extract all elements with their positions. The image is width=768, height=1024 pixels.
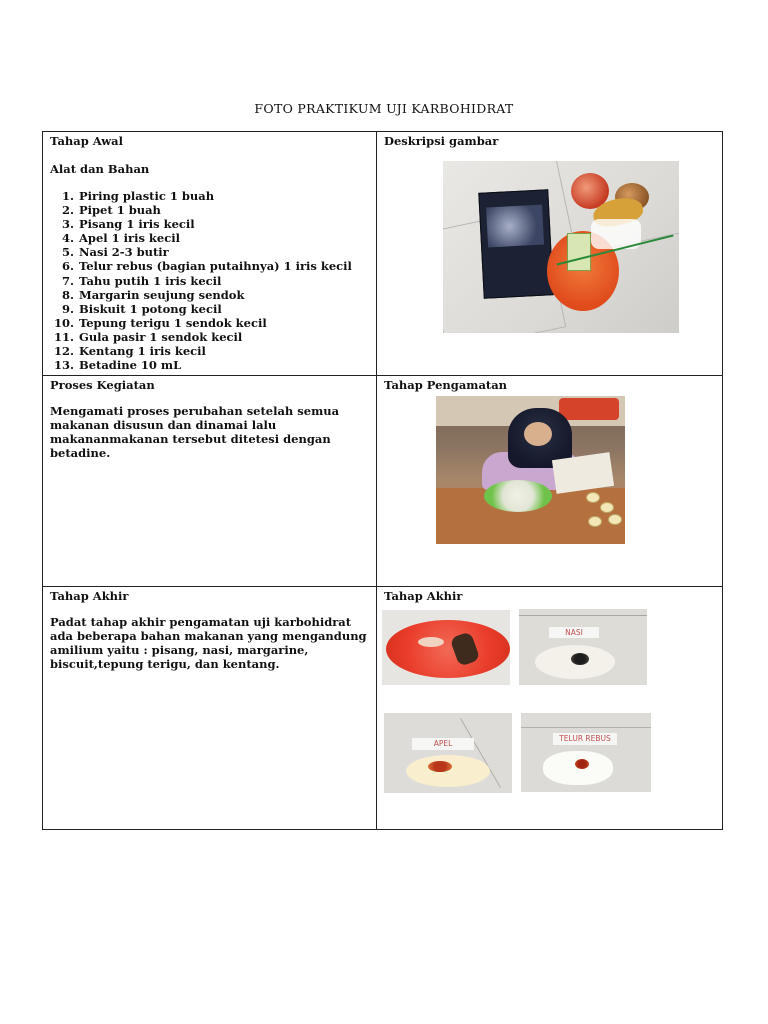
photo-label: APEL bbox=[412, 738, 474, 750]
cell-heading: Tahap Pengamatan bbox=[384, 378, 508, 392]
process-description: Mengamati proses perubahan setelah semua makanan disusun dan dinamai lalu makananmakanan tersebut ditetesi dengan betadine. bbox=[50, 404, 340, 460]
table-row bbox=[43, 376, 723, 587]
list-item: 12. Kentang 1 iris kecil bbox=[53, 344, 206, 359]
conclusion-text: Padat tahap akhir pengamatan uji karbohidrat ada beberapa bahan makanan yang mengandung amilium yaitu : pisang, nasi, margarine, biscuit,tepung terigu, dan kentang. bbox=[50, 615, 367, 671]
cell-heading: Tahap Awal bbox=[50, 134, 123, 148]
list-item: 1. Piring plastic 1 buah bbox=[61, 189, 215, 203]
cell-tahap-akhir-photos bbox=[377, 587, 723, 830]
materials-photo bbox=[443, 161, 679, 333]
result-photo-rice bbox=[519, 609, 647, 685]
list-item: 7. Tahu putih 1 iris kecil bbox=[61, 273, 222, 288]
cell-heading: Deskripsi gambar bbox=[384, 134, 499, 148]
materials-subheading: Alat dan Bahan bbox=[50, 162, 150, 176]
list-item: 4. Apel 1 iris kecil bbox=[61, 231, 180, 246]
list-item: 6. Telur rebus (bagian putaihnya) 1 iris kecil bbox=[61, 259, 352, 274]
cell-deskripsi-gambar bbox=[377, 132, 723, 376]
cell-proses-kegiatan bbox=[43, 376, 377, 587]
cell-tahap-akhir-text bbox=[43, 587, 377, 830]
document-title: FOTO PRAKTIKUM UJI KARBOHIDRAT bbox=[254, 101, 514, 116]
list-item: 13. Betadine 10 mL bbox=[53, 358, 182, 373]
cell-tahap-awal bbox=[43, 132, 377, 376]
list-item: 9. Biskuit 1 potong kecil bbox=[61, 301, 222, 316]
list-item: 2. Pipet 1 buah bbox=[61, 203, 161, 218]
materials-list bbox=[50, 189, 352, 372]
cell-heading: Proses Kegiatan bbox=[50, 378, 155, 392]
photo-label: NASI bbox=[549, 627, 599, 638]
practicum-table bbox=[42, 131, 723, 830]
list-item: 11. Gula pasir 1 sendok kecil bbox=[53, 329, 243, 344]
cell-tahap-pengamatan bbox=[377, 376, 723, 587]
cell-heading: Tahap Akhir bbox=[384, 589, 463, 603]
observation-photo bbox=[436, 396, 625, 544]
list-item: 10. Tepung terigu 1 sendok kecil bbox=[53, 315, 267, 330]
list-item: 8. Margarin seujung sendok bbox=[61, 287, 245, 302]
table-row bbox=[43, 587, 723, 830]
table-row bbox=[43, 132, 723, 376]
photo-label: TELUR REBUS bbox=[553, 733, 617, 745]
cell-heading: Tahap Akhir bbox=[50, 589, 129, 603]
result-photo-banana bbox=[382, 610, 510, 685]
result-photo-egg bbox=[521, 713, 651, 792]
list-item: 3. Pisang 1 iris kecil bbox=[61, 217, 195, 232]
result-photo-apple bbox=[384, 713, 512, 793]
list-item: 5. Nasi 2-3 butir bbox=[61, 245, 169, 260]
